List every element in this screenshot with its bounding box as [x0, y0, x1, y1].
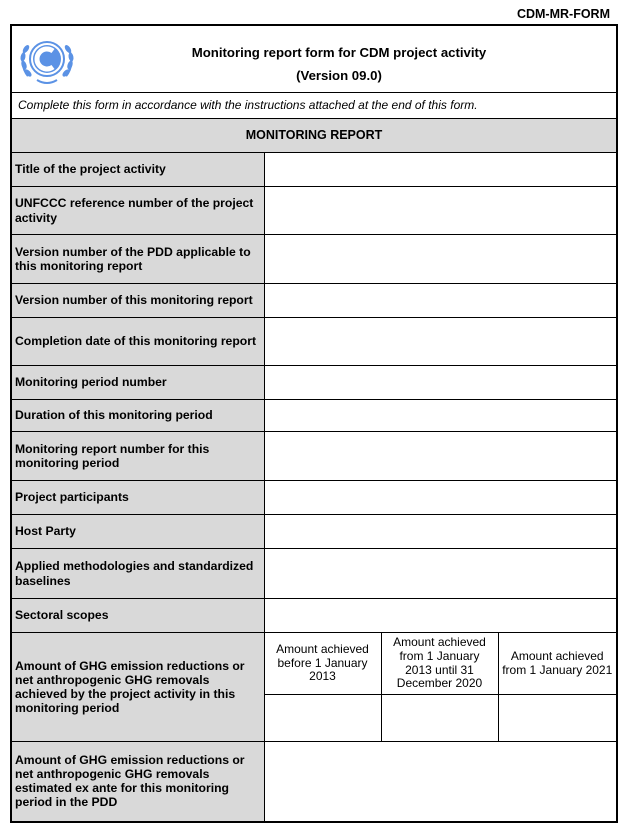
field-value-report-number[interactable] [264, 432, 617, 481]
form-header [11, 25, 617, 93]
field-value-report-version[interactable] [264, 284, 617, 318]
field-label-report-version: Version number of this monitoring report [11, 284, 264, 318]
ghg-value-from-2021[interactable] [498, 695, 617, 742]
ghg-value-before-2013[interactable] [264, 695, 381, 742]
field-label-period-duration: Duration of this monitoring period [11, 400, 264, 432]
form-code: CDM-MR-FORM [516, 7, 610, 21]
field-label-sectoral-scopes: Sectoral scopes [11, 599, 264, 633]
field-value-completion-date[interactable] [264, 318, 617, 366]
field-label-title: Title of the project activity [11, 153, 264, 187]
form-title-line1: Monitoring report form for CDM project activity [191, 45, 487, 60]
ghg-column-before-2013: Amount achieved before 1 January 2013 [264, 633, 381, 695]
section-title: MONITORING REPORT [11, 119, 617, 153]
field-value-host-party[interactable] [264, 515, 617, 549]
field-value-sectoral-scopes[interactable] [264, 599, 617, 633]
field-label-pdd-version: Version number of the PDD applicable to this monitoring report [11, 235, 264, 284]
field-label-unfccc-ref: UNFCCC reference number of the project activity [11, 187, 264, 235]
field-value-period-number[interactable] [264, 366, 617, 400]
form-title [102, 41, 576, 87]
field-label-completion-date: Completion date of this monitoring report [11, 318, 264, 366]
form-instructions: Complete this form in accordance with the instructions attached at the end of this form. [11, 93, 617, 119]
field-value-period-duration[interactable] [264, 400, 617, 432]
ghg-column-from-2021: Amount achieved from 1 January 2021 [498, 633, 617, 695]
unfccc-logo [18, 32, 76, 88]
form-version: (Version 09.0) [296, 68, 382, 83]
field-value-methodologies[interactable] [264, 549, 617, 599]
monitoring-report-form [10, 24, 618, 823]
field-value-pdd-version[interactable] [264, 235, 617, 284]
field-value-ghg-ex-ante[interactable] [264, 742, 617, 822]
ghg-value-2013-2020[interactable] [381, 695, 498, 742]
field-label-period-number: Monitoring period number [11, 366, 264, 400]
ghg-column-2013-2020: Amount achieved from 1 January 2013 until 31 December 2020 [381, 633, 498, 695]
field-label-ghg-ex-ante: Amount of GHG emission reductions or net anthropogenic GHG removals estimated ex ante for this monitoring period in the PDD [11, 742, 264, 822]
field-value-project-participants[interactable] [264, 481, 617, 515]
field-label-report-number: Monitoring report number for this monitoring period [11, 432, 264, 481]
field-label-methodologies: Applied methodologies and standardized baselines [11, 549, 264, 599]
field-label-project-participants: Project participants [11, 481, 264, 515]
field-label-ghg-achieved: Amount of GHG emission reductions or net anthropogenic GHG removals achieved by the project activity in this monitoring period [11, 633, 264, 742]
field-value-title[interactable] [264, 153, 617, 187]
field-value-unfccc-ref[interactable] [264, 187, 617, 235]
field-label-host-party: Host Party [11, 515, 264, 549]
